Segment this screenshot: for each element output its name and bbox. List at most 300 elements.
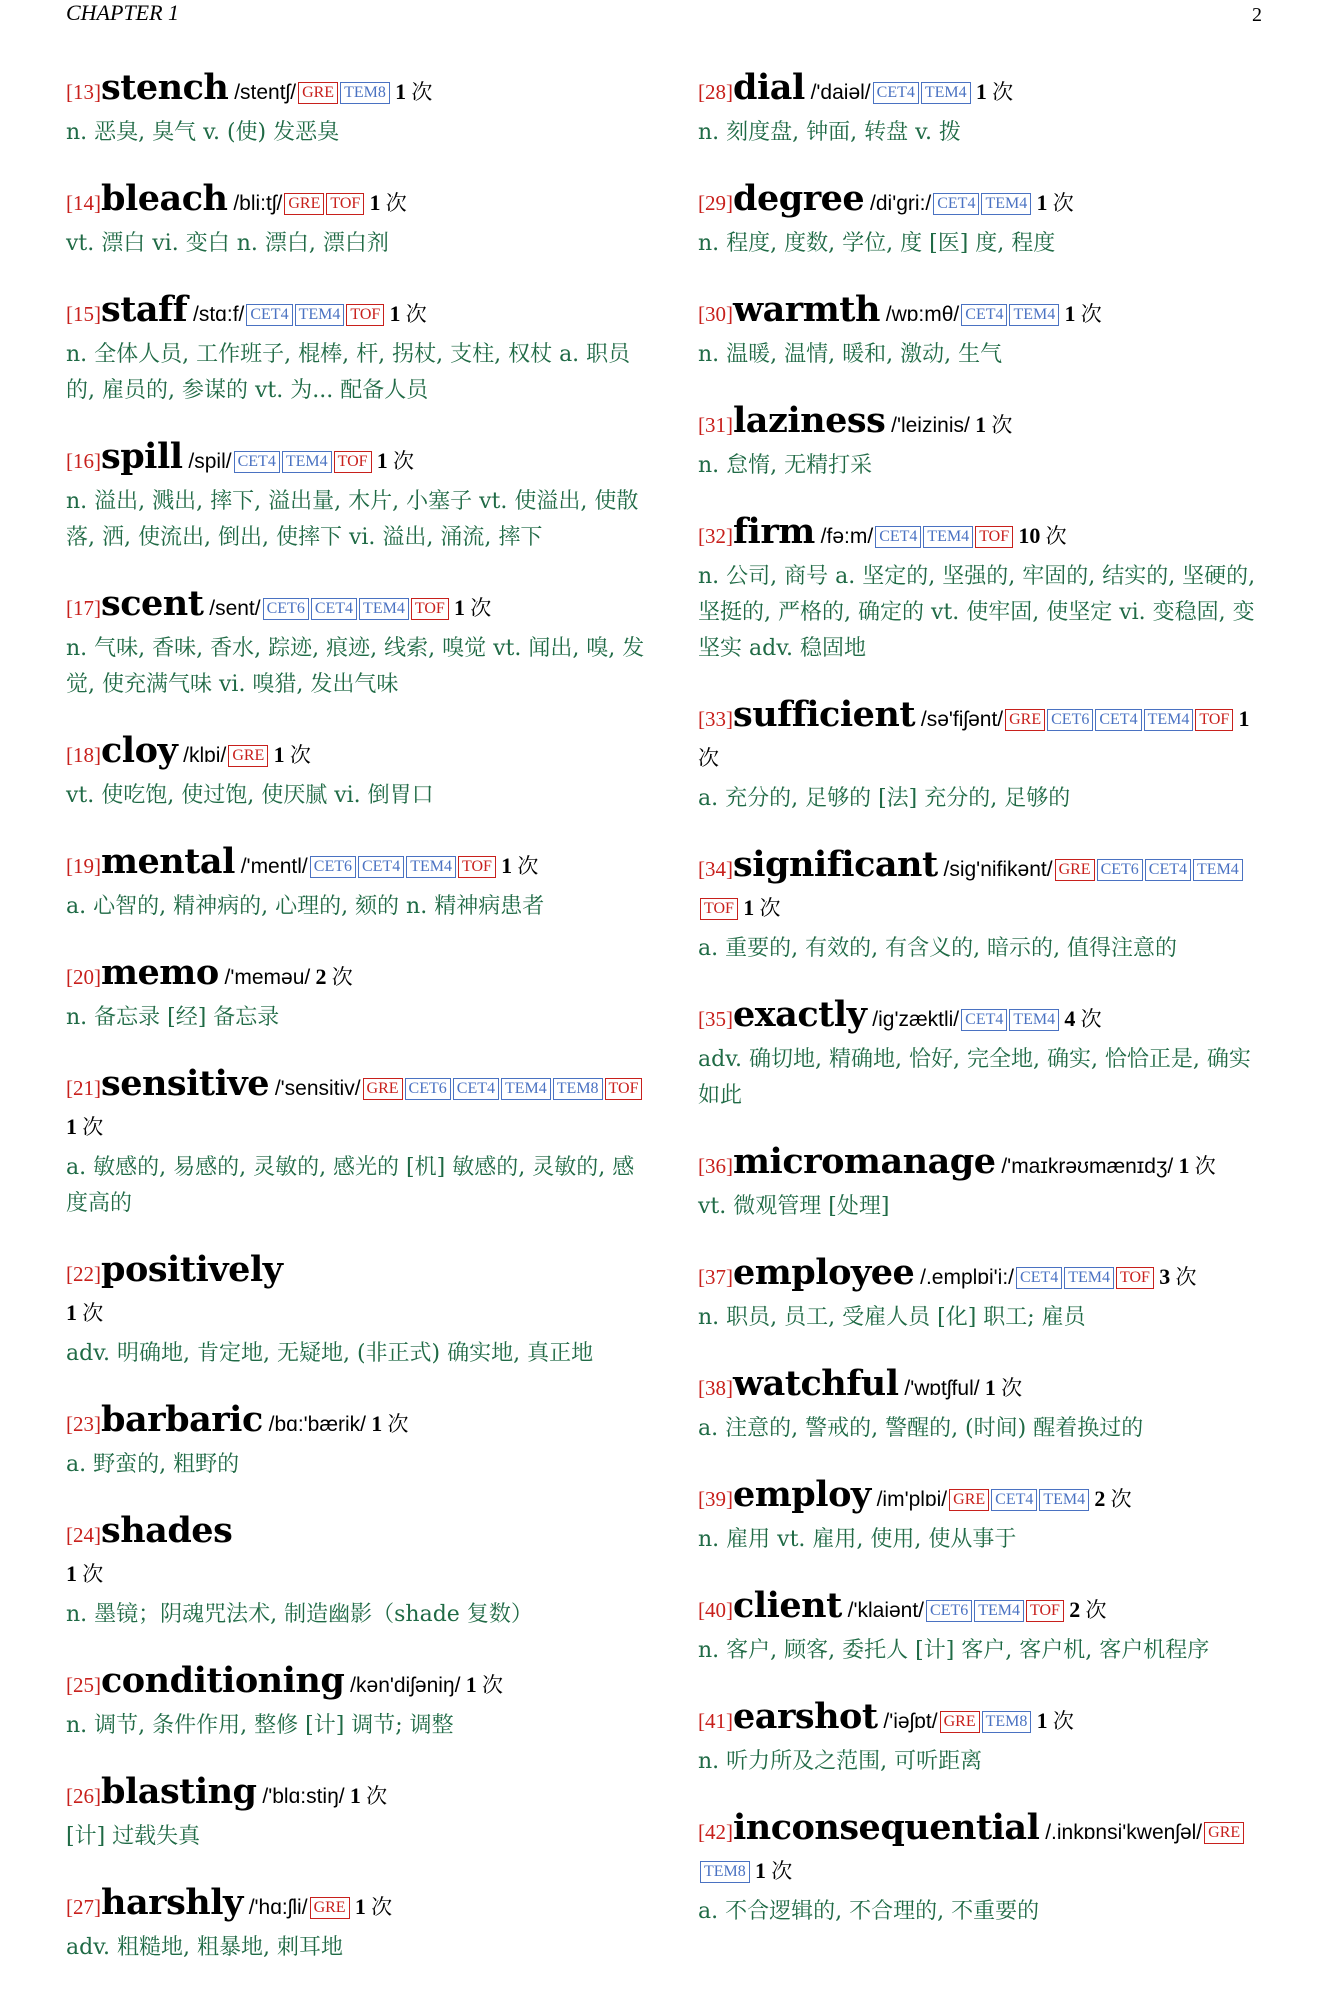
exam-tag-tem4: TEM4 bbox=[359, 598, 409, 620]
entry-head bbox=[66, 1660, 646, 1706]
entry-phonetic: /bɑ:'bærik/ bbox=[262, 1413, 367, 1436]
frequency-number: 1 bbox=[349, 1783, 361, 1808]
exam-tag-gre: GRE bbox=[1055, 859, 1095, 881]
exam-tag-cet4: CET4 bbox=[961, 1009, 1007, 1031]
frequency-number: 1 bbox=[273, 742, 285, 767]
entry-definition: [计] 过载失真 bbox=[66, 1824, 201, 1849]
entry-definition: a. 充分的, 足够的 [法] 充分的, 足够的 bbox=[698, 786, 1071, 811]
frequency-number: 1 bbox=[1064, 301, 1076, 326]
entry-head bbox=[66, 1882, 646, 1928]
entry-number: [30] bbox=[698, 302, 733, 326]
entry-phonetic: /stentʃ/ bbox=[228, 81, 297, 104]
frequency-number: 1 bbox=[465, 1672, 477, 1697]
frequency-number: 2 bbox=[1094, 1486, 1106, 1511]
exam-tag-tem4: TEM4 bbox=[282, 451, 332, 473]
frequency-count: 1 次 bbox=[1064, 301, 1102, 326]
entry-head bbox=[66, 1399, 646, 1445]
frequency-count: 1 次 bbox=[465, 1672, 503, 1697]
frequency-number: 1 bbox=[501, 853, 513, 878]
entry-definition: n. 备忘录 [经] 备忘录 bbox=[66, 1005, 280, 1030]
frequency-number: 1 bbox=[395, 79, 407, 104]
entry-number: [34] bbox=[698, 857, 733, 881]
entry-phonetic: /'blɑ:stiŋ/ bbox=[256, 1785, 345, 1808]
entry-number: [31] bbox=[698, 413, 733, 437]
entry-head bbox=[698, 67, 1272, 113]
entry-head bbox=[66, 583, 646, 629]
entry-number: [40] bbox=[698, 1598, 733, 1622]
exam-tag-gre: GRE bbox=[363, 1078, 403, 1100]
entry-word: watchful bbox=[733, 1363, 899, 1404]
vocab-entry bbox=[698, 1585, 1272, 1669]
exam-tag-cet4: CET4 bbox=[875, 526, 921, 548]
entry-word: significant bbox=[733, 844, 938, 885]
vocab-entry bbox=[698, 1474, 1272, 1558]
entry-word: harshly bbox=[101, 1882, 243, 1923]
exam-tag-tof: TOF bbox=[346, 304, 384, 326]
frequency-number: 1 bbox=[376, 448, 388, 473]
frequency-count: 1 次 bbox=[395, 79, 433, 104]
entry-head bbox=[698, 1252, 1272, 1298]
entry-head bbox=[66, 1249, 646, 1295]
frequency-number: 1 bbox=[66, 1561, 77, 1586]
vocab-entry bbox=[66, 289, 646, 409]
frequency-count: 3 次 bbox=[1159, 1264, 1197, 1289]
entry-count-line bbox=[66, 1556, 646, 1595]
vocab-entry bbox=[698, 1807, 1272, 1930]
entry-number: [23] bbox=[66, 1412, 101, 1436]
frequency-count: 1 次 bbox=[354, 1894, 393, 1919]
exam-tag-tem4: TEM4 bbox=[974, 1600, 1024, 1622]
exam-tag-cet4: CET4 bbox=[1016, 1267, 1062, 1289]
entry-word: shades bbox=[101, 1510, 233, 1551]
vocab-entry bbox=[66, 1660, 646, 1744]
entry-definition: n. 恶臭, 臭气 v. (使) 发恶臭 bbox=[66, 120, 340, 145]
entry-word: bleach bbox=[101, 178, 228, 219]
exam-tag-tem8: TEM8 bbox=[553, 1078, 603, 1100]
entry-head bbox=[698, 994, 1272, 1040]
exam-tag-gre: GRE bbox=[298, 82, 338, 104]
frequency-number: 1 bbox=[66, 1114, 77, 1139]
entry-word: degree bbox=[733, 178, 865, 219]
chapter-title: CHAPTER 1 bbox=[66, 0, 180, 25]
frequency-count: 1 次 bbox=[1178, 1153, 1216, 1178]
vocab-entry bbox=[698, 844, 1272, 967]
entry-phonetic: /.inkɒnsi'kwenʃəl/ bbox=[1039, 1821, 1203, 1844]
vocab-entry bbox=[698, 994, 1272, 1114]
entry-word: employ bbox=[733, 1474, 871, 1515]
entry-definition: a. 不合逻辑的, 不合理的, 不重要的 bbox=[698, 1899, 1040, 1924]
exam-tag-cet6: CET6 bbox=[1047, 709, 1093, 731]
exam-tag-cet4: CET4 bbox=[1145, 859, 1191, 881]
entry-phonetic: /'meməu/ bbox=[218, 966, 311, 989]
entry-phonetic: /sə'fiʃənt/ bbox=[915, 708, 1004, 731]
exam-tag-gre: GRE bbox=[940, 1711, 980, 1733]
vocab-entry bbox=[66, 1249, 646, 1372]
entry-head bbox=[698, 1474, 1272, 1520]
frequency-count: 1 次 bbox=[755, 1858, 793, 1883]
frequency-count: 1 次 bbox=[743, 895, 781, 920]
exam-tag-tem4: TEM4 bbox=[1009, 1009, 1059, 1031]
entry-phonetic: /'mentl/ bbox=[234, 855, 308, 878]
exam-tag-cet4: CET4 bbox=[311, 598, 357, 620]
exam-tag-cet6: CET6 bbox=[1097, 859, 1143, 881]
frequency-number: 1 bbox=[755, 1858, 767, 1883]
vocab-entry bbox=[66, 1771, 646, 1855]
frequency-number: 1 bbox=[454, 595, 466, 620]
entry-word: inconsequential bbox=[733, 1807, 1040, 1848]
frequency-count: 2 次 bbox=[1069, 1597, 1107, 1622]
entry-number: [42] bbox=[698, 1820, 733, 1844]
frequency-number: 2 bbox=[1069, 1597, 1081, 1622]
vocab-entry bbox=[66, 178, 646, 262]
frequency-count: 1 次 bbox=[376, 448, 415, 473]
entry-number: [14] bbox=[66, 191, 101, 215]
exam-tag-cet4: CET4 bbox=[358, 856, 404, 878]
entry-definition: n. 调节, 条件作用, 整修 [计] 调节; 调整 bbox=[66, 1713, 454, 1738]
entry-head bbox=[698, 694, 1272, 779]
entry-number: [36] bbox=[698, 1154, 733, 1178]
vocab-entry bbox=[66, 1063, 646, 1222]
entry-head bbox=[698, 1807, 1272, 1892]
frequency-number: 1 bbox=[371, 1411, 383, 1436]
entry-number: [32] bbox=[698, 524, 733, 548]
entry-phonetic: /'maɪkrəʊmænɪdʒ/ bbox=[995, 1155, 1174, 1178]
frequency-number: 1 bbox=[66, 1300, 77, 1325]
entry-number: [22] bbox=[66, 1262, 101, 1286]
entry-number: [27] bbox=[66, 1895, 101, 1919]
entry-word: blasting bbox=[101, 1771, 257, 1812]
entry-phonetic: /'iəʃɒt/ bbox=[877, 1710, 938, 1733]
frequency-number: 4 bbox=[1064, 1006, 1076, 1031]
frequency-count: 1 次 bbox=[1036, 190, 1074, 215]
exam-tag-tof: TOF bbox=[411, 598, 449, 620]
frequency-number: 1 bbox=[1036, 190, 1048, 215]
frequency-count: 1 次 bbox=[698, 706, 1250, 770]
entry-word: warmth bbox=[733, 289, 880, 330]
entry-word: stench bbox=[101, 67, 229, 108]
entry-number: [17] bbox=[66, 596, 101, 620]
vocab-entry bbox=[698, 511, 1272, 667]
exam-tag-tem4: TEM4 bbox=[501, 1078, 551, 1100]
exam-tag-gre: GRE bbox=[284, 193, 324, 215]
right-column bbox=[698, 67, 1272, 1960]
exam-tag-cet4: CET4 bbox=[991, 1489, 1037, 1511]
entry-word: sufficient bbox=[733, 694, 916, 735]
frequency-number: 1 bbox=[1238, 706, 1250, 731]
entry-head bbox=[66, 289, 646, 335]
exam-tag-tem4: TEM4 bbox=[923, 526, 973, 548]
frequency-number: 1 bbox=[984, 1375, 996, 1400]
frequency-count: 1 次 bbox=[975, 79, 1014, 104]
exam-tag-tof: TOF bbox=[1116, 1267, 1154, 1289]
entry-phonetic: /klɒi/ bbox=[177, 744, 227, 767]
exam-tag-gre: GRE bbox=[228, 745, 268, 767]
entry-number: [24] bbox=[66, 1523, 101, 1547]
exam-tag-tof: TOF bbox=[975, 526, 1013, 548]
entry-number: [26] bbox=[66, 1784, 101, 1808]
entry-count-line bbox=[66, 1295, 646, 1334]
frequency-number: 10 bbox=[1018, 523, 1041, 548]
frequency-count: 2 次 bbox=[1094, 1486, 1132, 1511]
frequency-count: 1 次 bbox=[273, 742, 311, 767]
frequency-count: 1 次 bbox=[501, 853, 539, 878]
frequency-count: 1 次 bbox=[369, 190, 407, 215]
frequency-number: 1 bbox=[975, 412, 987, 437]
vocab-entry bbox=[66, 67, 646, 151]
entry-definition: vt. 漂白 vi. 变白 n. 漂白, 漂白剂 bbox=[66, 231, 389, 256]
entry-word: micromanage bbox=[733, 1141, 996, 1182]
exam-tag-cet4: CET4 bbox=[246, 304, 292, 326]
entry-definition: n. 程度, 度数, 学位, 度 [医] 度, 程度 bbox=[698, 231, 1056, 256]
entry-phonetic: /kən'diʃəniŋ/ bbox=[344, 1674, 461, 1697]
entry-phonetic: /stɑ:f/ bbox=[187, 303, 245, 326]
entry-definition: n. 全体人员, 工作班子, 棍棒, 杆, 拐杖, 支柱, 权杖 a. 职员的, 雇员的, 参谋的 vt. 为... 配备人员 bbox=[66, 342, 631, 403]
frequency-number: 1 bbox=[369, 190, 381, 215]
entry-number: [15] bbox=[66, 302, 101, 326]
entry-definition: a. 心智的, 精神病的, 心理的, 颏的 n. 精神病患者 bbox=[66, 894, 545, 919]
entry-phonetic: /'daiəl/ bbox=[804, 81, 871, 104]
page-number: 2 bbox=[1252, 4, 1262, 26]
entry-definition: adv. 明确地, 肯定地, 无疑地, (非正式) 确实地, 真正地 bbox=[66, 1341, 594, 1366]
vocab-entry bbox=[66, 1510, 646, 1633]
exam-tag-tem4: TEM4 bbox=[921, 82, 971, 104]
entry-head bbox=[698, 1141, 1272, 1187]
entry-definition: n. 雇用 vt. 雇用, 使用, 使从事于 bbox=[698, 1527, 1017, 1552]
exam-tag-cet4: CET4 bbox=[234, 451, 280, 473]
vocab-entry bbox=[698, 1363, 1272, 1447]
entry-definition: n. 温暖, 温情, 暖和, 激动, 生气 bbox=[698, 342, 1003, 367]
entry-number: [20] bbox=[66, 965, 101, 989]
exam-tag-tof: TOF bbox=[326, 193, 364, 215]
entry-number: [13] bbox=[66, 80, 101, 104]
entry-number: [29] bbox=[698, 191, 733, 215]
entry-word: positively bbox=[101, 1249, 283, 1290]
exam-tag-cet6: CET6 bbox=[405, 1078, 451, 1100]
vocab-entry bbox=[698, 1252, 1272, 1336]
entry-word: spill bbox=[101, 436, 183, 477]
vocab-entry bbox=[698, 694, 1272, 817]
left-column bbox=[66, 67, 646, 1996]
entry-head bbox=[698, 1585, 1272, 1631]
frequency-count: 10 次 bbox=[1018, 523, 1067, 548]
exam-tag-cet6: CET6 bbox=[926, 1600, 972, 1622]
entry-phonetic: /fə:m/ bbox=[814, 525, 874, 548]
frequency-count: 1 次 bbox=[984, 1375, 1023, 1400]
exam-tag-tem4: TEM4 bbox=[1193, 859, 1243, 881]
vocab-entry bbox=[698, 1696, 1272, 1780]
entry-definition: n. 职员, 员工, 受雇人员 [化] 职工; 雇员 bbox=[698, 1305, 1086, 1330]
entry-phonetic: /wɒ:mθ/ bbox=[879, 303, 960, 326]
entry-word: sensitive bbox=[101, 1063, 269, 1104]
entry-number: [35] bbox=[698, 1007, 733, 1031]
exam-tag-tof: TOF bbox=[1026, 1600, 1064, 1622]
exam-tag-tem4: TEM4 bbox=[1039, 1489, 1089, 1511]
frequency-count: 1 次 bbox=[371, 1411, 409, 1436]
entry-head bbox=[66, 841, 646, 887]
entry-definition: n. 听力所及之范围, 可听距离 bbox=[698, 1749, 983, 1774]
vocab-entry bbox=[66, 730, 646, 814]
exam-tag-cet6: CET6 bbox=[310, 856, 356, 878]
exam-tag-tem8: TEM8 bbox=[340, 82, 390, 104]
entry-word: memo bbox=[101, 952, 219, 993]
exam-tag-tof: TOF bbox=[1195, 709, 1233, 731]
entry-head bbox=[66, 730, 646, 776]
entry-phonetic: /ig'zæktli/ bbox=[866, 1008, 960, 1031]
entry-definition: n. 客户, 顾客, 委托人 [计] 客户, 客户机, 客户机程序 bbox=[698, 1638, 1210, 1663]
frequency-count: 1 次 bbox=[1036, 1708, 1074, 1733]
entry-word: scent bbox=[101, 583, 204, 624]
entry-phonetic: /di'gri:/ bbox=[864, 192, 932, 215]
entry-definition: n. 溢出, 溅出, 摔下, 溢出量, 木片, 小塞子 vt. 使溢出, 使散落, 洒, 使流出, 倒出, 使摔下 vi. 溢出, 涌流, 摔下 bbox=[66, 489, 639, 550]
exam-tag-gre: GRE bbox=[310, 1897, 350, 1919]
frequency-number: 2 bbox=[315, 964, 327, 989]
entry-word: firm bbox=[733, 511, 815, 552]
entry-definition: a. 野蛮的, 粗野的 bbox=[66, 1452, 240, 1477]
exam-tag-tem4: TEM4 bbox=[1144, 709, 1194, 731]
entry-phonetic: /'sensitiv/ bbox=[269, 1077, 361, 1100]
exam-tag-tem8: TEM8 bbox=[700, 1861, 750, 1883]
entry-head bbox=[66, 1510, 646, 1556]
exam-tag-cet4: CET4 bbox=[453, 1078, 499, 1100]
entry-head bbox=[66, 67, 646, 113]
entry-phonetic: /.emplɒi'i:/ bbox=[914, 1266, 1015, 1289]
entry-head bbox=[698, 289, 1272, 335]
entry-definition: a. 敏感的, 易感的, 灵敏的, 感光的 [机] 敏感的, 灵敏的, 感度高的 bbox=[66, 1155, 635, 1216]
entry-head bbox=[698, 1363, 1272, 1409]
frequency-count: 1 次 bbox=[66, 1561, 104, 1586]
entry-phonetic: /spil/ bbox=[182, 450, 232, 473]
exam-tag-tem4: TEM4 bbox=[295, 304, 345, 326]
entry-number: [16] bbox=[66, 449, 101, 473]
exam-tag-cet4: CET4 bbox=[1095, 709, 1141, 731]
entry-definition: a. 注意的, 警戒的, 警醒的, (时间) 醒着换过的 bbox=[698, 1416, 1144, 1441]
vocab-entry bbox=[698, 178, 1272, 262]
entry-phonetic: /sent/ bbox=[203, 597, 261, 620]
vocab-entry bbox=[66, 436, 646, 556]
entry-word: mental bbox=[101, 841, 235, 882]
exam-tag-cet4: CET4 bbox=[873, 82, 919, 104]
entry-number: [33] bbox=[698, 707, 733, 731]
frequency-count: 1 次 bbox=[349, 1783, 388, 1808]
entry-head bbox=[66, 178, 646, 224]
vocab-entry bbox=[698, 289, 1272, 373]
exam-tag-tem8: TEM8 bbox=[982, 1711, 1032, 1733]
frequency-number: 3 bbox=[1159, 1264, 1171, 1289]
entry-phonetic: /'klaiənt/ bbox=[841, 1599, 925, 1622]
vocab-entry bbox=[698, 400, 1272, 484]
entry-word: barbaric bbox=[101, 1399, 263, 1440]
entry-phonetic: /im'plɒi/ bbox=[870, 1488, 948, 1511]
entry-number: [21] bbox=[66, 1076, 101, 1100]
entry-number: [25] bbox=[66, 1673, 101, 1697]
frequency-count: 1 次 bbox=[66, 1300, 104, 1325]
exam-tag-tem4: TEM4 bbox=[1009, 304, 1059, 326]
entry-word: client bbox=[733, 1585, 842, 1626]
entry-head bbox=[66, 1063, 646, 1148]
entry-definition: vt. 微观管理 [处理] bbox=[698, 1194, 890, 1219]
entry-word: earshot bbox=[733, 1696, 878, 1737]
entry-phonetic: /bli:tʃ/ bbox=[227, 192, 283, 215]
entry-word: employee bbox=[733, 1252, 915, 1293]
entry-phonetic: /'wɒtʃful/ bbox=[898, 1377, 980, 1400]
entry-head bbox=[66, 1771, 646, 1817]
frequency-number: 1 bbox=[1178, 1153, 1190, 1178]
frequency-number: 1 bbox=[1036, 1708, 1048, 1733]
vocab-entry bbox=[66, 952, 646, 1036]
frequency-number: 1 bbox=[743, 895, 755, 920]
entry-head bbox=[66, 952, 646, 998]
exam-tag-gre: GRE bbox=[1005, 709, 1045, 731]
frequency-count: 1 次 bbox=[389, 301, 427, 326]
exam-tag-gre: GRE bbox=[1204, 1822, 1244, 1844]
entry-definition: n. 气味, 香味, 香水, 踪迹, 痕迹, 线索, 嗅觉 vt. 闻出, 嗅, 发觉, 使充满气味 vi. 嗅猎, 发出气味 bbox=[66, 636, 645, 697]
entry-definition: n. 墨镜；阴魂咒法术, 制造幽影（shade 复数） bbox=[66, 1602, 533, 1627]
entry-number: [41] bbox=[698, 1709, 733, 1733]
entry-phonetic: /'leizinis/ bbox=[885, 414, 970, 437]
entry-head bbox=[66, 436, 646, 482]
entry-definition: adv. 粗糙地, 粗暴地, 刺耳地 bbox=[66, 1935, 343, 1960]
vocab-entry bbox=[698, 1141, 1272, 1225]
entry-number: [28] bbox=[698, 80, 733, 104]
frequency-number: 1 bbox=[975, 79, 987, 104]
exam-tag-tof: TOF bbox=[700, 898, 738, 920]
vocab-entry bbox=[66, 583, 646, 703]
entry-definition: n. 刻度盘, 钟面, 转盘 v. 拨 bbox=[698, 120, 961, 145]
entry-head bbox=[698, 1696, 1272, 1742]
entry-word: dial bbox=[733, 67, 805, 108]
frequency-number: 1 bbox=[354, 1894, 366, 1919]
entry-definition: a. 重要的, 有效的, 有含义的, 暗示的, 值得注意的 bbox=[698, 936, 1178, 961]
entry-word: cloy bbox=[101, 730, 178, 771]
entry-definition: vt. 使吃饱, 使过饱, 使厌腻 vi. 倒胃口 bbox=[66, 783, 434, 808]
entry-word: laziness bbox=[733, 400, 886, 441]
entry-definition: n. 公司, 商号 a. 坚定的, 坚强的, 牢固的, 结实的, 坚硬的, 坚挺的, 严格的, 确定的 vt. 使牢固, 使坚定 vi. 变稳固, 变坚实 adv. 稳固地 bbox=[698, 564, 1256, 661]
exam-tag-cet6: CET6 bbox=[263, 598, 309, 620]
entry-definition: n. 怠惰, 无精打采 bbox=[698, 453, 873, 478]
frequency-count: 2 次 bbox=[315, 964, 353, 989]
vocab-entry bbox=[66, 841, 646, 925]
frequency-count: 1 次 bbox=[454, 595, 492, 620]
vocab-entry bbox=[66, 1882, 646, 1966]
exam-tag-gre: GRE bbox=[949, 1489, 989, 1511]
exam-tag-tof: TOF bbox=[334, 451, 372, 473]
entry-number: [38] bbox=[698, 1376, 733, 1400]
entry-head bbox=[698, 400, 1272, 446]
frequency-number: 1 bbox=[389, 301, 401, 326]
frequency-count: 1 次 bbox=[66, 1114, 104, 1139]
entry-number: [37] bbox=[698, 1265, 733, 1289]
entry-word: exactly bbox=[733, 994, 867, 1035]
frequency-count: 4 次 bbox=[1064, 1006, 1102, 1031]
entry-number: [39] bbox=[698, 1487, 733, 1511]
frequency-count: 1 次 bbox=[975, 412, 1013, 437]
entry-word: conditioning bbox=[101, 1660, 345, 1701]
entry-phonetic: /'hɑ:ʃli/ bbox=[242, 1896, 308, 1919]
entry-head bbox=[698, 511, 1272, 557]
entry-head bbox=[698, 178, 1272, 224]
exam-tag-tem4: TEM4 bbox=[981, 193, 1031, 215]
exam-tag-tof: TOF bbox=[458, 856, 496, 878]
exam-tag-cet4: CET4 bbox=[933, 193, 979, 215]
exam-tag-tem4: TEM4 bbox=[406, 856, 456, 878]
entry-number: [19] bbox=[66, 854, 101, 878]
exam-tag-tem4: TEM4 bbox=[1064, 1267, 1114, 1289]
entry-head bbox=[698, 844, 1272, 929]
entry-definition: adv. 确切地, 精确地, 恰好, 完全地, 确实, 恰恰正是, 确实如此 bbox=[698, 1047, 1251, 1108]
vocab-entry bbox=[698, 67, 1272, 151]
entry-word: staff bbox=[101, 289, 188, 330]
vocab-entry bbox=[66, 1399, 646, 1483]
